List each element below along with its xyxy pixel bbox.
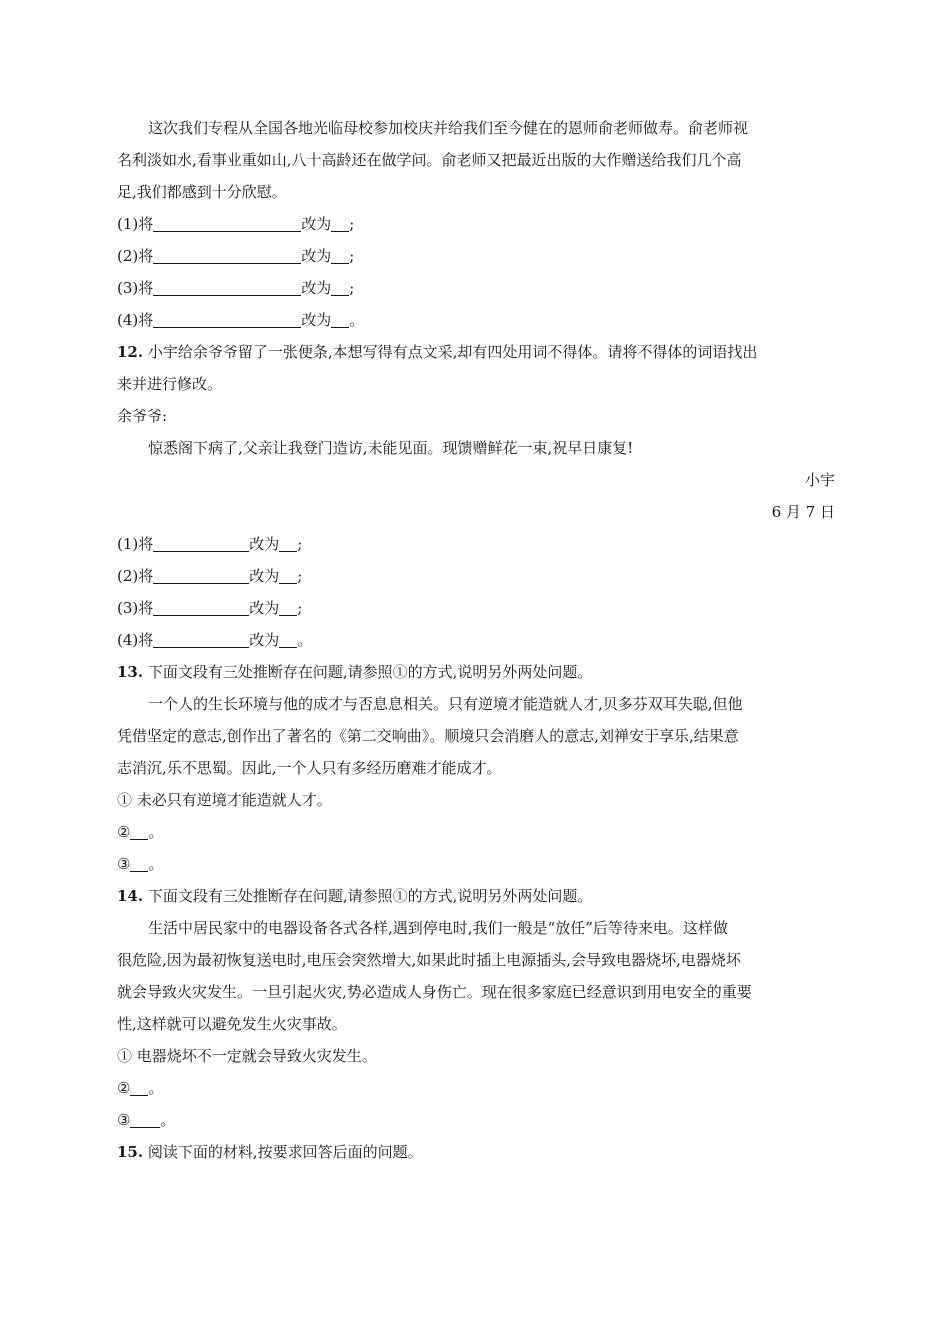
passage-line: 就会导致火灾发生。一旦引起火灾,势必造成人身伤亡。现在很多家庭已经意识到用电安全的重要 [117, 983, 752, 1001]
answer-blank[interactable] [130, 856, 148, 872]
answer-blank[interactable] [153, 248, 301, 264]
question-14-prompt: 14. 下面文段有三处推断存在问题,请参照①的方式,说明另外两处问题。 [117, 887, 593, 905]
answer-line: (2)将 改为 ; [117, 247, 355, 265]
example-answer: ① 未必只有逆境才能造就人才。 [117, 791, 332, 809]
question-12-prompt: 12. 小宇给余爷爷留了一张便条,本想写得有点文采,却有四处用词不得体。请将不得体的词语找出 [117, 343, 758, 361]
answer-blank[interactable] [331, 312, 349, 328]
answer-line: (1)将 改为 ; [117, 535, 303, 553]
passage-line: 这次我们专程从全国各地光临母校参加校庆并给我们至今健在的恩师俞老师做寿。俞老师视 [148, 119, 749, 137]
note-signature: 小宇 [804, 471, 835, 489]
answer-line: (3)将 改为 ; [117, 599, 303, 617]
question-13-prompt: 13. 下面文段有三处推断存在问题,请参照①的方式,说明另外两处问题。 [117, 663, 593, 681]
answer-blank[interactable] [279, 568, 297, 584]
passage-line: 生活中居民家中的电器设备各式各样,遇到停电时,我们一般是“放任”后等待来电。这样做 [148, 919, 728, 937]
passage-line: 凭借坚定的意志,创作出了著名的《第二交响曲》。顺境只会消磨人的意志,刘禅安于享乐,结果意 [117, 727, 739, 745]
question-12-prompt-cont: 来并进行修改。 [117, 375, 223, 393]
answer-blank[interactable] [153, 600, 249, 616]
example-answer: ① 电器烧坏不一定就会导致火灾发生。 [117, 1047, 377, 1065]
question-number: 12. [117, 343, 144, 361]
note-body: 惊悉阁下病了,父亲让我登门造访,未能见面。现馈赠鲜花一束,祝早日康复! [148, 439, 634, 457]
question-number: 13. [117, 663, 144, 681]
passage-line: 足,我们都感到十分欣慰。 [117, 183, 287, 201]
answer-blank[interactable] [130, 1080, 148, 1096]
answer-blank[interactable] [153, 632, 249, 648]
passage-line: 志消沉,乐不思蜀。因此,一个人只有多经历磨难才能成才。 [117, 759, 502, 777]
note-date: 6 月 7 日 [771, 503, 835, 521]
answer-line: (1)将 改为 ; [117, 215, 355, 233]
question-number: 15. [117, 1143, 144, 1161]
answer-blank[interactable] [279, 600, 297, 616]
answer-line: ③ 。 [117, 1111, 176, 1129]
answer-blank[interactable] [153, 216, 301, 232]
answer-blank[interactable] [279, 536, 297, 552]
answer-line: (3)将 改为 ; [117, 279, 355, 297]
answer-blank[interactable] [331, 280, 349, 296]
answer-blank[interactable] [130, 1112, 160, 1128]
answer-line: ② 。 [117, 823, 164, 841]
answer-line: ③ 。 [117, 855, 164, 873]
answer-blank[interactable] [153, 312, 301, 328]
passage-line: 名利淡如水,看事业重如山,八十高龄还在做学问。俞老师又把最近出版的大作赠送给我们几个高 [117, 151, 742, 169]
answer-line: (2)将 改为 ; [117, 567, 303, 585]
question-number: 14. [117, 887, 144, 905]
question-15-prompt: 15. 阅读下面的材料,按要求回答后面的问题。 [117, 1143, 423, 1161]
answer-blank[interactable] [153, 280, 301, 296]
answer-blank[interactable] [331, 216, 349, 232]
answer-blank[interactable] [153, 568, 249, 584]
passage-line: 很危险,因为最初恢复送电时,电压会突然增大,如果此时插上电源插头,会导致电器烧坏,电器烧坏 [117, 951, 741, 969]
answer-blank[interactable] [130, 824, 148, 840]
answer-blank[interactable] [279, 632, 297, 648]
passage-line: 一个人的生长环境与他的成才与否息息相关。只有逆境才能造就人才,贝多芬双耳失聪,但他 [148, 695, 743, 713]
answer-blank[interactable] [331, 248, 349, 264]
passage-line: 性,这样就可以避免发生火灾事故。 [117, 1015, 347, 1033]
answer-line: ② 。 [117, 1079, 164, 1097]
answer-line: (4)将 改为 。 [117, 311, 365, 329]
note-salutation: 余爷爷: [117, 407, 168, 425]
answer-blank[interactable] [153, 536, 249, 552]
answer-line: (4)将 改为 。 [117, 631, 313, 649]
